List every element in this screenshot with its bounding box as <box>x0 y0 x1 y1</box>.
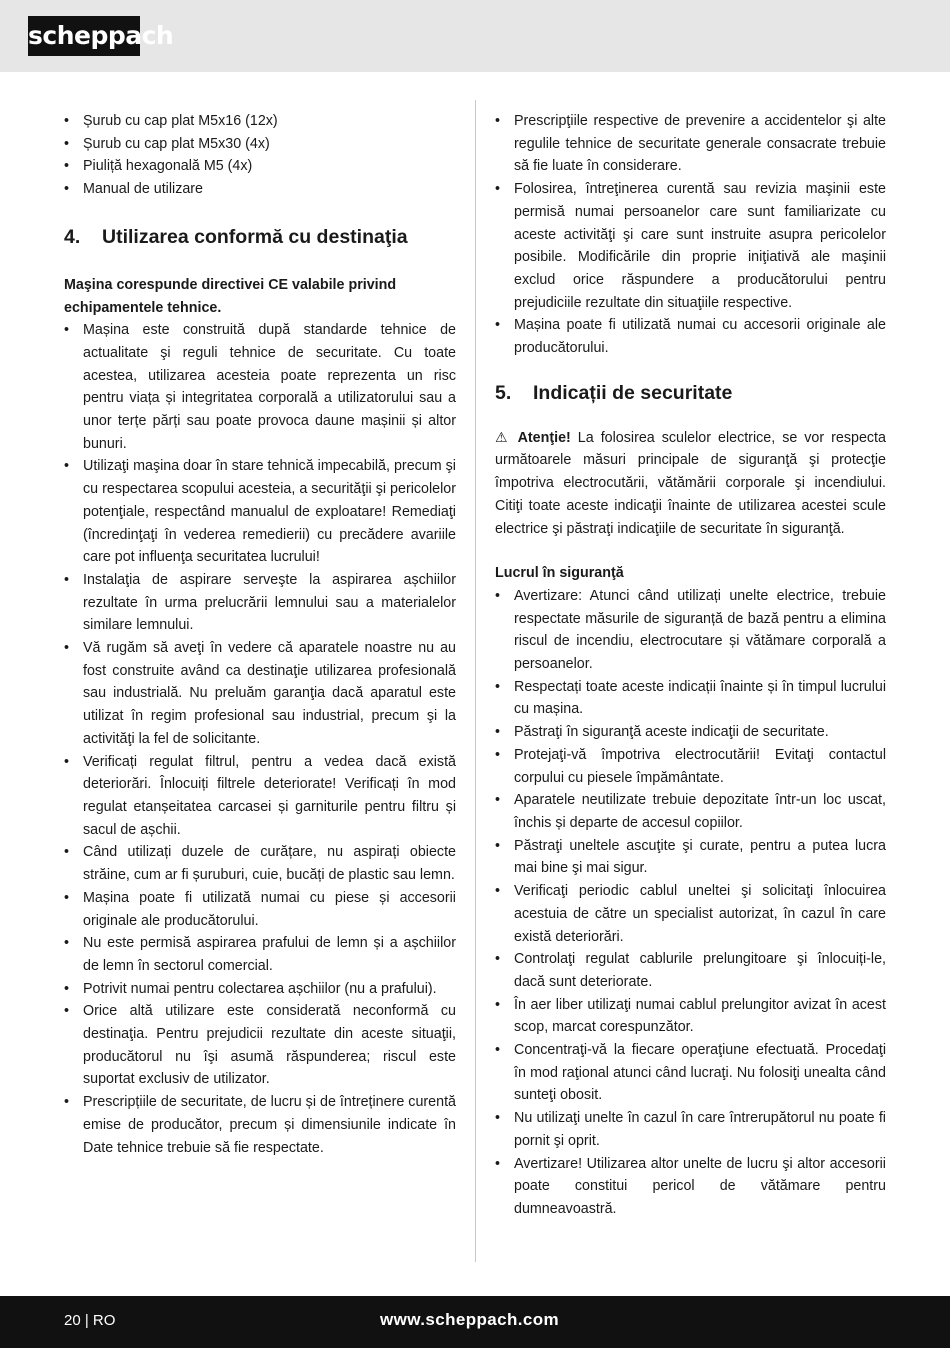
list-item: • Nu este permisă aspirarea prafului de lemn și a așchiilor de lemn în sectorul comercial. <box>64 932 456 977</box>
right-column <box>495 110 886 1221</box>
left-column <box>64 110 456 1159</box>
safety-list <box>495 585 886 1221</box>
column-divider <box>475 100 476 1262</box>
list-item: • Păstraţi uneltele ascuţite şi curate, pentru a putea lucra mai bine şi mai sigur. <box>495 835 886 880</box>
list-item: • Șurub cu cap plat M5x30 (4x) <box>64 133 456 156</box>
list-item: • Folosirea, întreţinerea curentă sau revizia maşinii este permisă numai persoanelor care sunt familiarizate cu aceste activităţi şi care sunt instruite asupra pericolelor posibile. Modificările din proprie iniţiativă ale maşinii exclud orice răspundere a producătorului pentru prejudiciile rezultate din situaţiile respective. <box>495 178 886 314</box>
attention-paragraph <box>495 427 886 541</box>
section-title: Indicații de securitate <box>533 381 733 404</box>
list-item: • Avertizare! Utilizarea altor unelte de lucru şi altor accesorii poate constitui pericol de vătămare pentru dumneavoastră. <box>495 1153 886 1221</box>
list-item: • Nu utilizaţi unelte în cazul în care întrerupătorul nu poate fi pornit şi oprit. <box>495 1107 886 1152</box>
attention-label: Atenţie! <box>517 429 571 446</box>
warning-triangle-icon: ⚠ <box>495 429 511 446</box>
parts-list <box>64 110 456 201</box>
list-item: • Prescripţiile respective de prevenire a accidentelor şi alte regulile tehnice de securitate generale consacrate trebuie să fie luate în considerare. <box>495 110 886 178</box>
section-number: 4. <box>64 225 81 248</box>
intro-text: Maşina corespunde directivei CE valabile privind echipamentele tehnice. <box>64 276 397 316</box>
list-item: • Prescripțiile de securitate, de lucru și de întreținere curentă emise de producător, precum și dimensiunile indicate în Date tehnice trebuie să fie respectate. <box>64 1091 456 1159</box>
list-item: • Mașina este construită după standarde tehnice de actualitate şi reguli tehnice de securitate. Cu toate acestea, utilizarea acesteia poate reprezenta un risc pentru viața și integritatea corporală a utilizatorului sau a unor terțe părți sau poate provoca daune mașinii și altor bunuri. <box>64 319 456 455</box>
list-item: • Instalaţia de aspirare serveşte la aspirarea așchiilor rezultate în urma prelucrării lemnului sau a materialelor similare lemnului. <box>64 569 456 637</box>
list-item: • Aparatele neutilizate trebuie depozitate într-un loc uscat, închis și departe de accesul copiilor. <box>495 789 886 834</box>
list-item: • Mașina poate fi utilizată numai cu piese și accesorii originale ale producătorului. <box>64 887 456 932</box>
list-item: • În aer liber utilizaţi numai cablul prelungitor avizat în acest scop, marcat corespunzător. <box>495 994 886 1039</box>
list-item: • Avertizare: Atunci când utilizați unelte electrice, trebuie respectate măsurile de siguranță de bază pentru a elimina riscul de incendiu, electrocutare și vătămare corporală a persoanelor. <box>495 585 886 676</box>
section-heading-4 <box>64 224 456 250</box>
subheading: Lucrul în siguranţă <box>495 565 624 582</box>
list-item: • Când utilizați duzele de curățare, nu aspirați obiecte străine, cum ar fi șuruburi, cuie, bucăți de plastic sau lemn. <box>64 841 456 886</box>
section-number: 5. <box>495 381 512 404</box>
page-number: 20 | RO <box>64 1312 116 1329</box>
list-item: • Orice altă utilizare este considerată neconformă cu destinaţia. Pentru prejudicii rezultate din aceste situaţii, producătorul nu îşi asumă răspunderea; riscul este suportat exclusiv de utilizator. <box>64 1000 456 1091</box>
list-item: • Potrivit numai pentru colectarea așchiilor (nu a prafului). <box>64 978 456 1001</box>
list-item: • Controlaţi regulat cablurile prelungitoare şi înlocuiți-le, dacă sunt deteriorate. <box>495 948 886 993</box>
list-item: • Șurub cu cap plat M5x16 (12x) <box>64 110 456 133</box>
list-item: • Vă rugăm să aveţi în vedere că aparatele noastre nu au fost construite având ca destinaţie utilizarea profesională sau industrială. Nu preluăm garanţia dacă aparatul este utilizat în regim profesional sau industrial, precum şi la activităţi la fel de solicitante. <box>64 637 456 751</box>
list-item: • Verificaţi periodic cablul uneltei şi solicitaţi înlocuirea acestuia de către un specialist autorizat, în cazul în care există deteriorări. <box>495 880 886 948</box>
list-item: • Respectați toate aceste indicații înainte și în timpul lucrului cu mașina. <box>495 676 886 721</box>
list-item: • Manual de utilizare <box>64 178 456 201</box>
list-item: • Păstraţi în siguranţă aceste indicaţii de securitate. <box>495 721 886 744</box>
section-title: Utilizarea conformă cu destinaţia <box>102 225 408 248</box>
brand-logo: scheppach <box>28 16 140 56</box>
list-item: • Piuliță hexagonală M5 (4x) <box>64 155 456 178</box>
list-item: • Utilizaţi maşina doar în stare tehnică impecabilă, precum şi cu respectarea scopului acesteia, a securităţii şi pericolelor potenţiale, respectând manualul de exploatare! Remediaţi (încredinţaţi în vederea remedierii) cu precădere avariile care pot influenţa securitatea lucrului! <box>64 455 456 569</box>
website-url: www.scheppach.com <box>380 1310 560 1329</box>
list-item: • Protejaţi-vă împotriva electrocutării! Evitaţi contactul corpului cu piesele împământate. <box>495 744 886 789</box>
list-item: • Mașina poate fi utilizată numai cu accesorii originale ale producătorului. <box>495 314 886 359</box>
usage-list <box>64 319 456 1159</box>
attention-text: La folosirea sculelor electrice, se vor respecta următoarele măsuri principale de siguranţă şi protecţie împotriva electrocutării, vătămării corporale şi incendiului. Citiţi toate aceste indicaţii înainte de utilizarea acestei scule electrice şi păstraţi indicaţiile de securitate în siguranţă. <box>495 429 886 537</box>
page-footer <box>0 1296 950 1348</box>
list-item: • Verificați regulat filtrul, pentru a vedea dacă există deteriorări. Înlocuiți filtrele deteriorate! Verificați în mod regulat etanșeitatea carcasei și garniturile pentru filtru și sacul de așchii. <box>64 751 456 842</box>
list-item: • Concentraţi-vă la fiecare operaţiune efectuată. Procedaţi în mod raţional atunci când lucraţi. Nu folosiţi unealta când sunteţi obosit. <box>495 1039 886 1107</box>
regulations-list <box>495 110 886 360</box>
page-header <box>0 0 950 72</box>
section-heading-5 <box>495 380 886 406</box>
